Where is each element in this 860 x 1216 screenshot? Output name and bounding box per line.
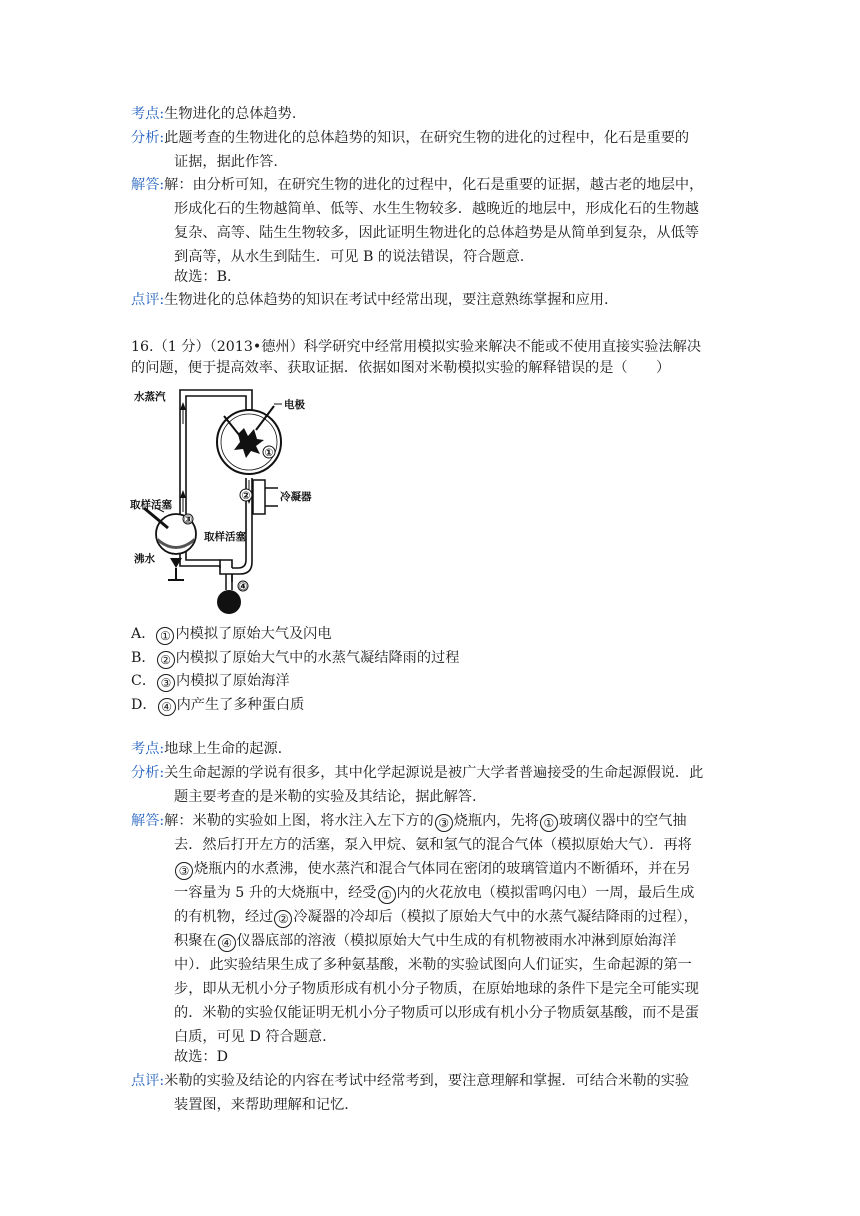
- q16-fenxi-line2: 题主要考查的是米勒的实验及其结论，据此解答.: [174, 789, 477, 805]
- q16-jieda-line6: 积聚在 ④ 仪器底部的溶液（模拟原始大气中生成的有机物被雨水冲淋到原始海洋: [174, 933, 677, 950]
- label-1: ①: [264, 447, 274, 459]
- q16-answer: 故选：D: [174, 1049, 228, 1065]
- miller-apparatus-diagram: [128, 384, 328, 618]
- q15-fenxi-line2: 证据，据此作答.: [174, 154, 278, 170]
- label-boiling-water: 沸水: [134, 553, 155, 565]
- label-3: ③: [183, 514, 193, 526]
- label-electrode: 电极: [284, 399, 305, 411]
- option-d[interactable]: D． ④ 内产生了多种蛋白质: [131, 697, 305, 714]
- q16-jieda: 解答:解：米勒的实验如上图，将水注入左下方的 ③ 烧瓶内，先将 ① 玻璃仪器中的空气抽: [131, 813, 687, 830]
- label-water-vapor: 水蒸汽: [134, 391, 166, 403]
- option-a[interactable]: A． ① 内模拟了原始大气及闪电: [131, 626, 332, 643]
- label-condenser: 冷凝器: [280, 491, 312, 503]
- q16-jieda-line4: 一容量为 5 升的大烧瓶中，经受 ① 内的火花放电（模拟雷鸣闪电）一周，最后生成: [174, 885, 695, 902]
- q15-answer: 故选：B.: [174, 269, 232, 285]
- q16-stem-line1: 16.（1 分）（2013•德州）科学研究中经常用模拟实验来解决不能或不使用直接实验法解决: [131, 339, 702, 355]
- q16-fenxi: 分析:关生命起源的学说有很多，其中化学起源说是被广大学者普遍接受的生命起源假说．此: [131, 765, 704, 781]
- q16-jieda-line10: 白质，可见 D 符合题意.: [174, 1029, 327, 1045]
- q15-fenxi: 分析:此题考查的生物进化的总体趋势的知识，在研究生物的进化的过程中，化石是重要的: [131, 130, 690, 146]
- q16-jieda-line7: 中）．此实验结果生成了多种氨基酸，米勒的实验试图向人们证实，生命起源的第一: [174, 957, 692, 973]
- q16-dianping: 点评:米勒的实验及结论的内容在考试中经常考到，要注意理解和掌握．可结合米勒的实验: [131, 1073, 690, 1089]
- q15-jieda: 解答:解：由分析可知，在研究生物的进化的过程中，化石是重要的证据，越古老的地层中，: [131, 177, 704, 193]
- label-sampling-valve-left: 取样活塞: [130, 499, 172, 511]
- label-2: ②: [241, 490, 251, 502]
- q15-jieda-line3: 复杂、高等、陆生生物较多，因此证明生物进化的总体趋势是从简单到复杂，从低等: [174, 225, 699, 241]
- option-b[interactable]: B． ② 内模拟了原始大气中的水蒸气凝结降雨的过程: [131, 650, 460, 667]
- q16-jieda-line9: 的．米勒的实验仅能证明无机小分子物质可以形成有机小分子物质氨基酸，而不是蛋: [174, 1005, 699, 1021]
- q15-jieda-line2: 形成化石的生物越简单、低等、水生生物较多．越晚近的地层中，形成化石的生物越: [174, 201, 699, 217]
- option-c[interactable]: C． ③ 内模拟了原始海洋: [131, 673, 290, 690]
- q16-jieda-line2: 去．然后打开左方的活塞，泵入甲烷、氨和氢气的混合气体（模拟原始大气）．再将: [174, 837, 692, 853]
- label-sampling-valve-bottom: 取样活塞: [204, 531, 246, 543]
- q16-stem-line2: 的问题，便于提高效率、获取证据．依据如图对米勒模拟实验的解释错误的是（ ）: [131, 360, 671, 376]
- q15-dianping: 点评:生物进化的总体趋势的知识在考试中经常出现，要注意熟练掌握和应用.: [131, 292, 609, 308]
- q15-jieda-line4: 到高等，从水生到陆生．可见 B 的说法错误，符合题意.: [174, 249, 525, 265]
- q16-jieda-line3: ③ 烧瓶内的水煮沸，使水蒸汽和混合气体同在密闭的玻璃管道内不断循环，并在另: [174, 858, 691, 880]
- q16-jieda-line5: 的有机物，经过 ② 冷凝器的冷却后（模拟了原始大气中的水蒸气凝结降雨的过程），: [174, 909, 698, 926]
- q15-kaodian: 考点:生物进化的总体趋势.: [131, 106, 297, 122]
- q16-dianping-line2: 装置图，来帮助理解和记忆.: [174, 1097, 349, 1113]
- q16-jieda-line8: 步，即从无机小分子物质形成有机小分子物质，在原始地球的条件下是完全可能实现: [174, 981, 699, 997]
- q16-kaodian: 考点:地球上生命的起源.: [131, 741, 283, 757]
- label-4: ④: [238, 581, 248, 593]
